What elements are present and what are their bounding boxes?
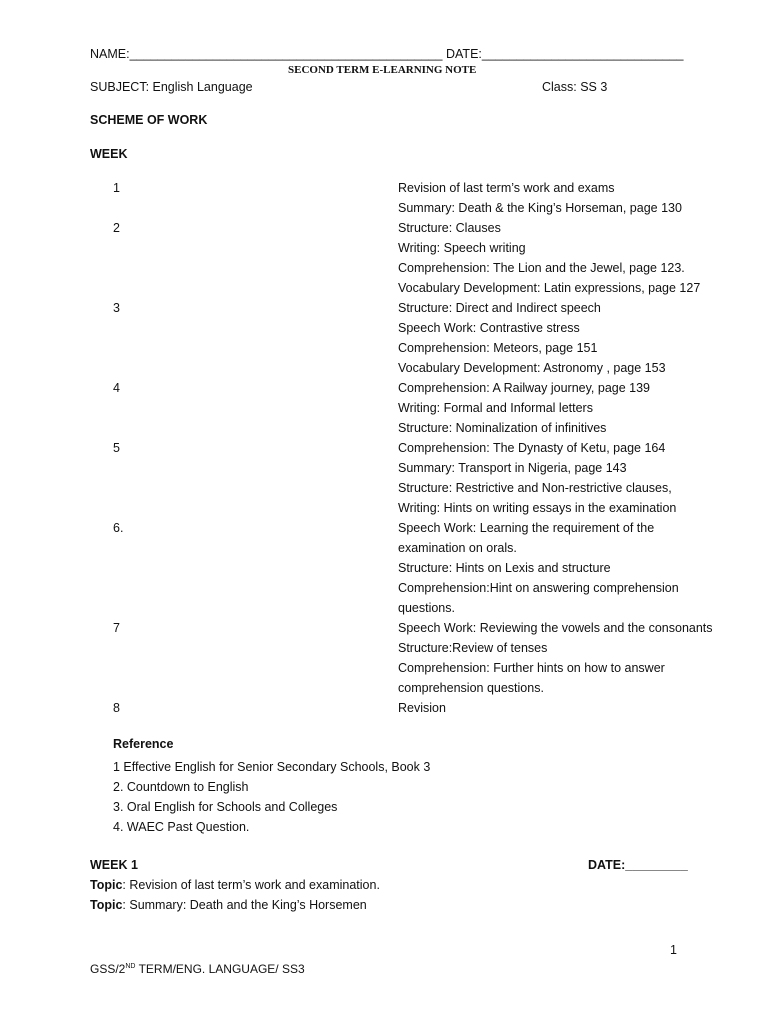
topic-label: Topic [90,878,123,892]
topic-text: : Revision of last term’s work and examination. [122,878,380,892]
scheme-topic: Speech Work: Learning the requirement of the [398,521,655,535]
week-column-heading: WEEK [90,147,128,161]
scheme-topic: Structure: Direct and Indirect speech [398,301,601,315]
week1-topic-2 [90,898,367,912]
scheme-topic: Vocabulary Development: Latin expressions, page 127 [398,281,701,295]
scheme-topic: Structure: Clauses [398,221,501,235]
reference-item: 2. Countdown to English [113,780,249,794]
footer-code-suffix: TERM/ENG. LANGUAGE/ SS3 [135,962,305,976]
footer-code [90,962,305,976]
scheme-topic: Comprehension: Further hints on how to answer [398,661,665,675]
document-title: SECOND TERM E-LEARNING NOTE [288,64,477,76]
page-number: 1 [670,943,677,957]
scheme-topic: Structure: Restrictive and Non-restrictive clauses, [398,481,672,495]
scheme-topic: Summary: Death & the King’s Horseman, page 130 [398,201,682,215]
scheme-topic: Writing: Formal and Informal letters [398,401,593,415]
week1-heading: WEEK 1 [90,858,138,872]
scheme-topic: Comprehension: The Dynasty of Ketu, page 164 [398,441,666,455]
scheme-topic: comprehension questions. [398,681,544,695]
scheme-topic: Revision of last term’s work and exams [398,181,615,195]
scheme-topic: Revision [398,701,446,715]
scheme-week-number: 3 [113,301,120,315]
reference-item: 4. WAEC Past Question. [113,820,250,834]
subject-label: SUBJECT: English Language [90,80,253,94]
scheme-topic: examination on orals. [398,541,517,555]
week1-date-field: DATE:_________ [588,858,688,872]
class-label: Class: SS 3 [542,80,608,94]
scheme-topic: Writing: Speech writing [398,241,526,255]
scheme-topic: Comprehension: The Lion and the Jewel, page 123. [398,261,685,275]
scheme-week-number: 7 [113,621,120,635]
scheme-week-number: 1 [113,181,120,195]
scheme-week-number: 5 [113,441,120,455]
scheme-topic: Structure: Nominalization of infinitives [398,421,607,435]
topic-label: Topic [90,898,123,912]
reference-item: 3. Oral English for Schools and Colleges [113,800,338,814]
topic-text: : Summary: Death and the King’s Horsemen [122,898,367,912]
scheme-topic: Writing: Hints on writing essays in the examination [398,501,677,515]
scheme-week-number: 2 [113,221,120,235]
week1-topic-1 [90,878,380,892]
date-field: DATE:_____________________________ [446,47,684,61]
name-field: NAME:_____________________________________________ [90,47,443,61]
reference-item: 1 Effective English for Senior Secondary Schools, Book 3 [113,760,431,774]
scheme-topic: Summary: Transport in Nigeria, page 143 [398,461,627,475]
scheme-topic: Structure: Hints on Lexis and structure [398,561,611,575]
scheme-topic: Comprehension: A Railway journey, page 139 [398,381,651,395]
scheme-week-number: 4 [113,381,120,395]
scheme-week-number: 6. [113,521,124,535]
reference-heading: Reference [113,737,174,751]
footer-code-prefix: GSS/2 [90,962,126,976]
footer-code-sup: ND [125,963,136,970]
scheme-topic: Structure:Review of tenses [398,641,548,655]
scheme-topic: Vocabulary Development: Astronomy , page 153 [398,361,666,375]
scheme-topic: Speech Work: Reviewing the vowels and the consonants [398,621,713,635]
scheme-topic: Comprehension:Hint on answering comprehension [398,581,679,595]
scheme-topic: Speech Work: Contrastive stress [398,321,580,335]
scheme-heading: SCHEME OF WORK [90,113,208,127]
scheme-topic: questions. [398,601,455,615]
scheme-week-number: 8 [113,701,120,715]
scheme-topic: Comprehension: Meteors, page 151 [398,341,598,355]
